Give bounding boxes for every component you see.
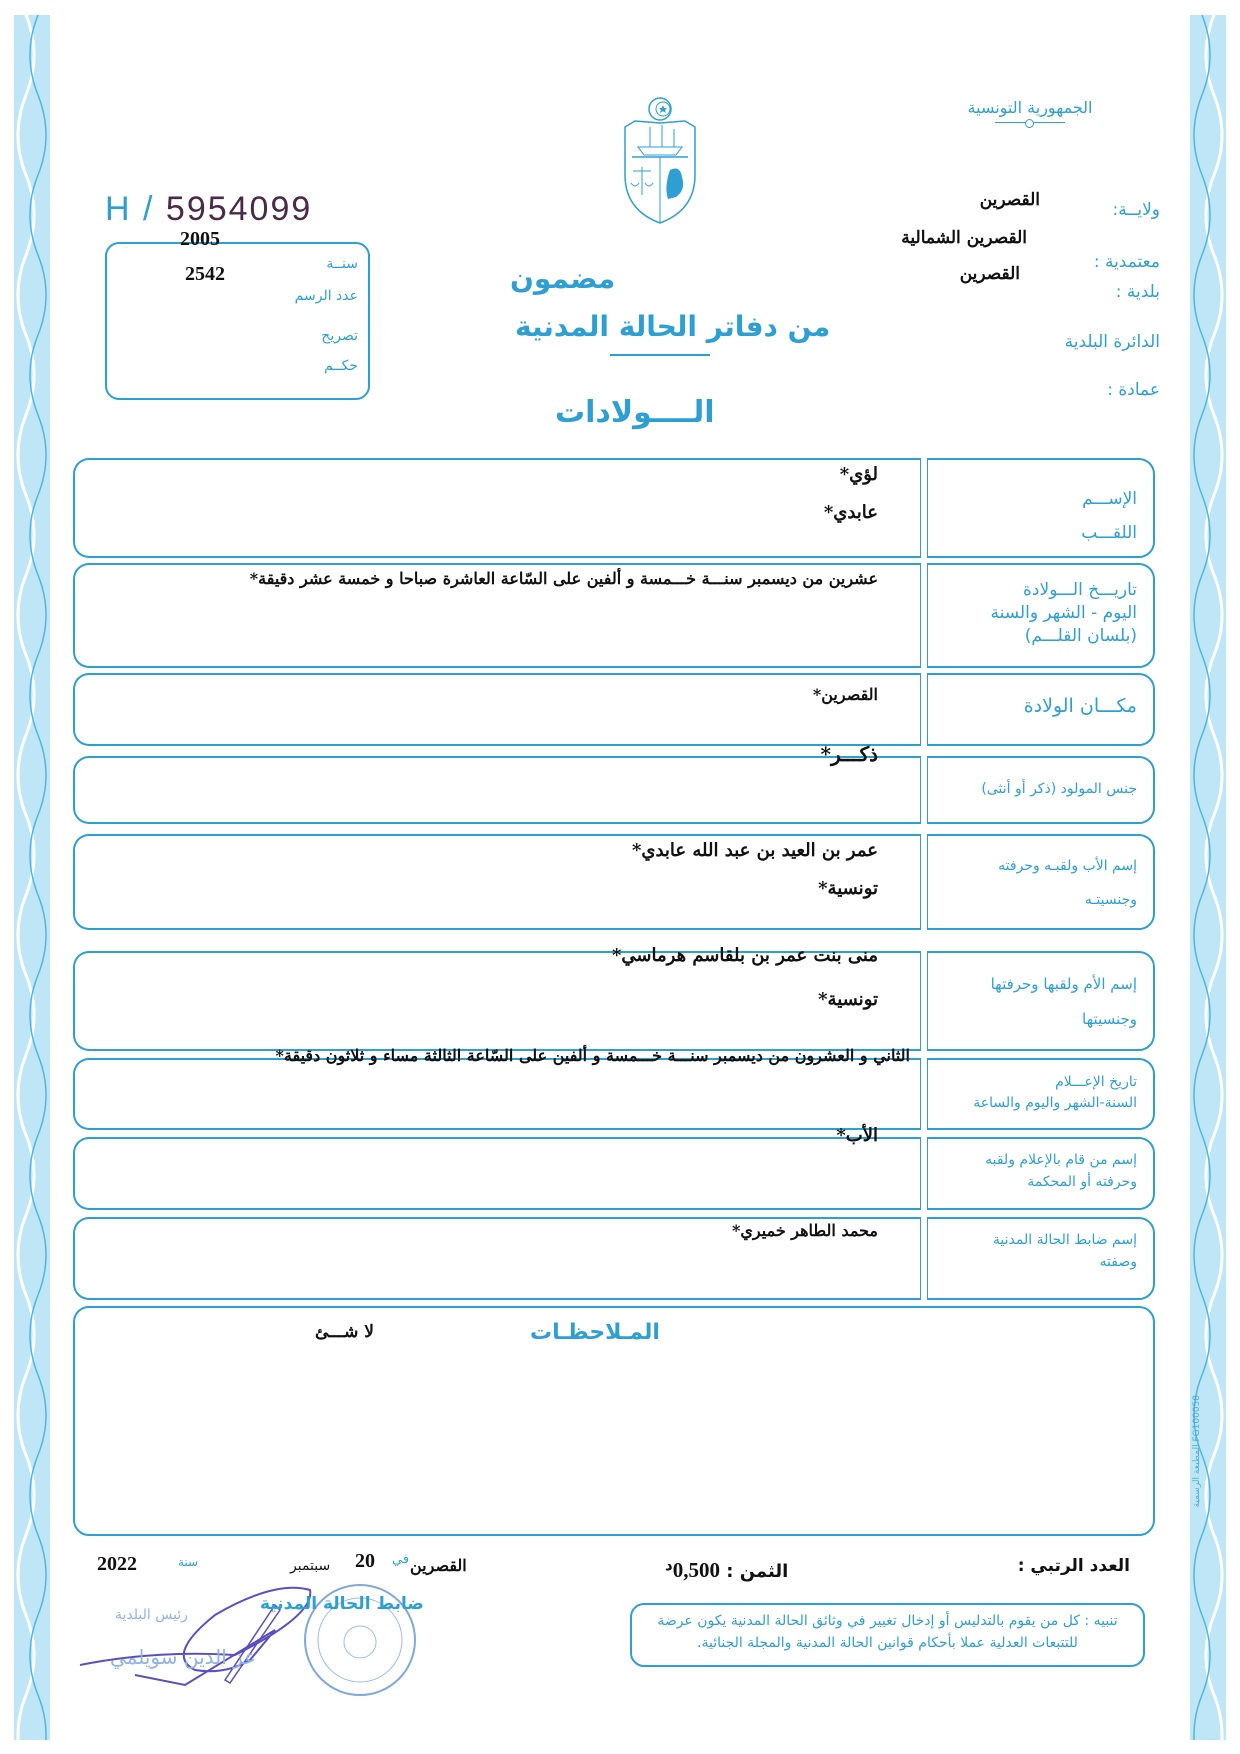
row-father-labels	[927, 834, 1155, 930]
sector-label: عمادة :	[1107, 380, 1160, 400]
row-civil-officer	[73, 1217, 1155, 1300]
sex-value: ذكـــر*	[820, 742, 878, 766]
row-sex	[73, 742, 1155, 824]
mother-nationality-label: وجنسيتها	[1082, 1009, 1137, 1028]
printer-mark: المطبعة الرسمية FG100058	[1192, 1395, 1202, 1508]
row-declaration-date-labels	[927, 1058, 1155, 1130]
row-declarant-values	[73, 1125, 921, 1210]
row-birth-date	[73, 563, 1155, 668]
declarant-label: إسم من قام بالإعلام ولقبه	[985, 1152, 1137, 1168]
row-declarant	[73, 1125, 1155, 1210]
row-name	[73, 458, 1155, 558]
municipality-label: بلدية :	[1115, 282, 1160, 302]
declaration-date-sublabel: السنة-الشهر واليوم والساعة	[973, 1095, 1137, 1111]
judgment-label: حكــم	[324, 358, 358, 374]
register-number-label: عدد الرسم	[294, 288, 358, 304]
warning-box	[630, 1603, 1145, 1667]
register-year-label: سنــة	[326, 256, 358, 272]
father-name-value: عمر بن العيد بن عبد الله عابدي*	[631, 840, 878, 861]
serial-prefix: H /	[105, 190, 155, 228]
issue-year-label: سنة	[178, 1555, 199, 1569]
notes-title: المـلاحظـات	[530, 1320, 660, 1345]
first-name-value: لؤي*	[839, 464, 878, 485]
row-name-labels	[927, 458, 1155, 558]
title-births: الــــولادات	[555, 395, 715, 430]
birth-date-sublabel: اليوم - الشهر والسنة	[990, 602, 1137, 623]
civil-officer-label: إسم ضابط الحالة المدنية	[992, 1232, 1137, 1248]
father-nationality-label: وجنسيتـه	[1084, 891, 1137, 908]
signature-name: عز الدين سويلمي	[110, 1645, 257, 1669]
row-name-values	[73, 458, 921, 558]
declarant-value: الأب*	[836, 1125, 878, 1146]
price-label: الثمن :	[726, 1561, 789, 1582]
civil-officer-value: محمد الطاهر خميري*	[732, 1221, 878, 1240]
mother-label: إسم الأم ولقبها وحرفتها	[990, 975, 1137, 993]
row-declarant-labels	[927, 1137, 1155, 1210]
municipality-value: القصرين	[959, 264, 1020, 284]
row-birth-date-labels	[927, 563, 1155, 668]
issue-in-word: في	[392, 1552, 410, 1567]
row-birth-date-values	[73, 563, 921, 668]
row-civil-officer-labels	[927, 1217, 1155, 1300]
issue-place: القصرين	[410, 1556, 467, 1575]
declaration-label: تصريح	[321, 328, 358, 344]
father-nationality-value: تونسية*	[818, 878, 878, 899]
issue-day: 20	[355, 1550, 375, 1572]
row-declaration-date-values	[73, 1046, 921, 1130]
row-sex-values	[73, 742, 921, 824]
row-birth-place	[73, 673, 1155, 746]
guilloche-border-left	[14, 15, 50, 1740]
delegation-label: معتمدية :	[1093, 252, 1160, 272]
surname-label: اللقـــب	[1081, 523, 1137, 543]
row-declaration-date	[73, 1046, 1155, 1130]
row-birth-place-values	[73, 673, 921, 746]
father-label: إسم الأب ولقبـه وحرفته	[998, 858, 1137, 874]
row-father	[73, 834, 1155, 930]
governorate-value: القصرين	[979, 190, 1040, 210]
price-unit: د	[665, 1556, 673, 1574]
serial-value: 5954099	[165, 190, 313, 228]
issue-month: سبتمبر	[290, 1558, 331, 1574]
title-underline	[610, 354, 710, 356]
municipal-district-label: الدائرة البلدية	[1064, 332, 1160, 352]
officer-title: ضابط الحالة المدنية	[260, 1594, 424, 1614]
row-civil-officer-values	[73, 1217, 921, 1300]
warning-line-2: للتتبعات العدلية عملا بأحكام قوانين الحالة المدنية والمجلة الجنائية.	[697, 1634, 1078, 1651]
first-name-label: الإســـم	[1082, 489, 1137, 509]
declarant-sublabel: وحرفته أو المحكمة	[1027, 1174, 1137, 1191]
surname-value: عابدي*	[823, 502, 878, 523]
stamp-text: رئيس البلدية	[115, 1607, 188, 1623]
register-year: 2005	[180, 228, 220, 250]
declaration-date-label: تاريخ الإعـــلام	[1055, 1074, 1137, 1090]
coat-of-arms-emblem	[620, 95, 700, 225]
title-registers: من دفاتر الحالة المدنية	[515, 310, 831, 343]
sex-label: جنس المولود (ذكر أو أنثى)	[927, 756, 1155, 824]
price-value: 0,500	[672, 1558, 720, 1582]
ornament-divider	[995, 122, 1065, 123]
issue-year: 2022	[97, 1553, 137, 1575]
price	[665, 1556, 788, 1583]
row-mother-labels	[927, 951, 1155, 1051]
row-mother	[73, 945, 1155, 1051]
delegation-value: القصرين الشمالية	[901, 228, 1027, 248]
warning-line-1: تنبيه : كل من يقوم بالتدليس أو إدخال تغيير في وثائق الحالة المدنية يكون عرضة	[657, 1613, 1118, 1629]
birth-date-label: تاريـــخ الـــولادة	[1023, 580, 1137, 600]
register-number: 2542	[185, 263, 225, 285]
row-mother-values	[73, 945, 921, 1051]
mother-nationality-value: تونسية*	[818, 989, 878, 1010]
birth-date-hint: (بلسان القلـــم)	[1024, 625, 1137, 646]
serial-number	[105, 190, 312, 229]
birth-place-label: مكـــان الولادة	[927, 673, 1155, 746]
civil-officer-sublabel: وصفته	[1099, 1254, 1137, 1271]
title-extract: مضمون	[510, 262, 616, 295]
birth-place-value: القصرين*	[812, 685, 878, 704]
birth-date-value: عشرين من ديسمبر سنـــة خـــمسة و ألفين على السّاعة العاشرة صباحا و خمسة عشر دقيقة*	[249, 569, 878, 588]
republic-name: الجمهورية التونسية	[967, 98, 1093, 117]
governorate-label: ولايــة:	[1112, 200, 1160, 220]
notes-value: لا شـــئ	[315, 1322, 374, 1342]
declaration-date-value: الثاني و العشرون من ديسمبر سنـــة خـــمسة و ألفين على السّاعة الثالثة مساء و ثلاثون دقيقة*	[275, 1046, 910, 1065]
row-father-values	[73, 834, 921, 930]
mother-name-value: منى بنت عمر بن بلقاسم هرماسي*	[612, 945, 878, 966]
sequence-number-label: العدد الرتبي :	[1017, 1556, 1130, 1576]
